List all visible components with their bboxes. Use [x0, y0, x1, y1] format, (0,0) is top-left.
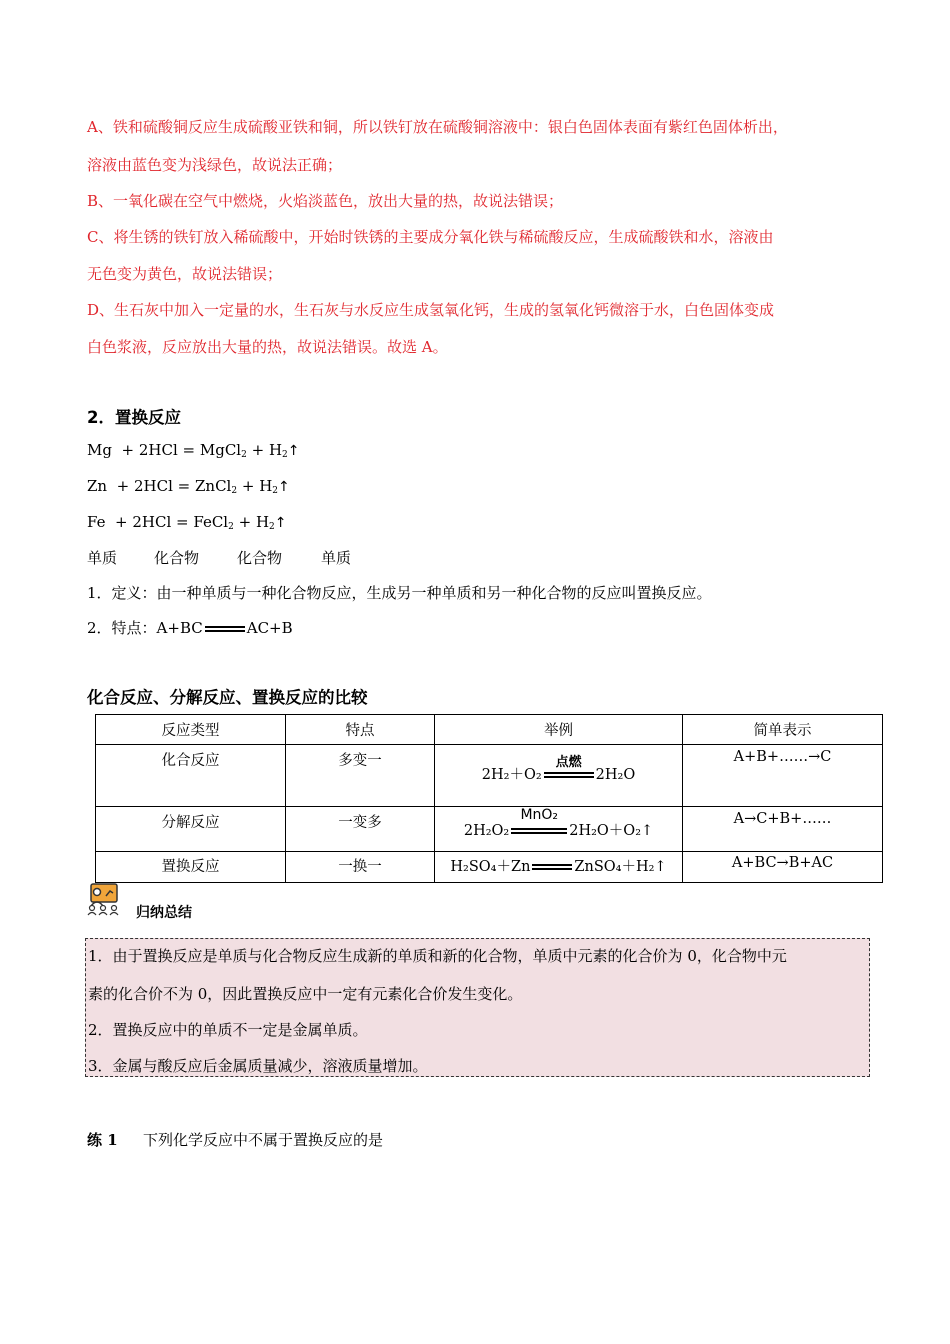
header-cell: 简单表示: [683, 715, 883, 745]
summary-line-1: 1．由于置换反应是单质与化合物反应生成新的单质和新的化合物，单质中元素的化合价为 0，化合物中元: [88, 947, 787, 965]
table-cell: 一换一: [286, 852, 435, 883]
answer-line-1: A、铁和硫酸铜反应生成硫酸亚铁和铜，所以铁钉放在硫酸铜溶液中：银白色固体表面有紫红色固体析出，: [87, 118, 788, 136]
gas-arrow-icon: ↑: [287, 443, 300, 459]
table-row: [96, 745, 883, 807]
summary-line-2: 素的化合价不为 0，因此置换反应中一定有元素化合价发生变化。: [88, 985, 523, 1003]
equation-zn: Zn + 2HCl = ZnCl$_2$ + $H_2↑$: [87, 477, 290, 496]
table-row: [96, 852, 883, 883]
equation-mg: Mg + 2HCl = MgCl$_2$ + $H_2↑$: [87, 441, 300, 460]
example-cell: 2H₂O₂ MnO₂ 2H₂O＋O₂↑: [435, 807, 683, 852]
answer-line-5: 无色变为黄色，故说法错误；: [87, 265, 283, 283]
label-compound-1: 化合物: [154, 549, 200, 567]
table-row: [96, 807, 883, 852]
header-cell: 举例: [435, 715, 683, 745]
comparison-table: [95, 714, 883, 883]
comparison-heading: 化合反应、分解反应、置换反应的比较: [87, 688, 368, 707]
teacher-icon: [86, 882, 120, 916]
summary-line-3: 2．置换反应中的单质不一定是金属单质。: [88, 1021, 368, 1039]
practice-label: 练 1: [87, 1131, 118, 1149]
answer-line-2: 溶液由蓝色变为浅绿色，故说法正确；: [87, 156, 343, 174]
example-cell: 2H₂＋O₂ 点燃 2H₂O: [435, 745, 683, 807]
table-cell: 置换反应: [96, 852, 286, 883]
label-compound-2: 化合物: [237, 549, 283, 567]
table-cell: 分解反应: [96, 807, 286, 852]
equation-fe: Fe + 2HCl = FeCl$_2$ + $H_2↑$: [87, 513, 287, 532]
table-cell: A+B+……→C: [683, 745, 883, 807]
label-simple-2: 单质: [321, 549, 352, 567]
table-cell: A→C+B+……: [683, 807, 883, 852]
feature: 2．特点：A+BC AC+B: [87, 619, 293, 637]
condition-label: MnO₂: [520, 807, 559, 823]
gas-arrow-icon: ↑: [278, 479, 290, 495]
answer-line-3: B、一氧化碳在空气中燃烧，火焰淡蓝色，放出大量的热，故说法错误；: [87, 192, 564, 210]
header-cell: 特点: [286, 715, 435, 745]
summary-box: [85, 938, 870, 1077]
gas-arrow-icon: ↑: [274, 515, 287, 531]
table-cell: 多变一: [286, 745, 435, 807]
summary-title: 归纳总结: [136, 905, 192, 921]
label-simple-1: 单质: [87, 549, 118, 567]
example-cell: H₂SO₄＋Zn ZnSO₄＋H₂↑: [435, 852, 683, 883]
table-cell: 一变多: [286, 807, 435, 852]
definition: 1．定义：由一种单质与一种化合物反应，生成另一种单质和另一种化合物的反应叫置换反应。: [87, 584, 712, 602]
summary-line-4: 3．金属与酸反应后金属质量减少，溶液质量增加。: [88, 1057, 428, 1075]
section-heading: 2．置换反应: [87, 408, 181, 427]
practice-question: 下列化学反应中不属于置换反应的是: [143, 1131, 384, 1149]
table-cell: A+BC→B+AC: [683, 852, 883, 883]
table-header-row: [96, 715, 883, 745]
answer-line-6: D、生石灰中加入一定量的水，生石灰与水反应生成氢氧化钙，生成的氢氧化钙微溶于水，白色固体变成: [87, 301, 775, 319]
table-cell: 化合反应: [96, 745, 286, 807]
answer-line-7: 白色浆液，反应放出大量的热，故说法错误。故选 A。: [87, 338, 448, 356]
condition-label: 点燃: [555, 755, 582, 770]
answer-line-4: C、将生锈的铁钉放入稀硫酸中，开始时铁锈的主要成分氧化铁与稀硫酸反应，生成硫酸铁和水，溶液由: [87, 228, 774, 246]
header-cell: 反应类型: [96, 715, 286, 745]
